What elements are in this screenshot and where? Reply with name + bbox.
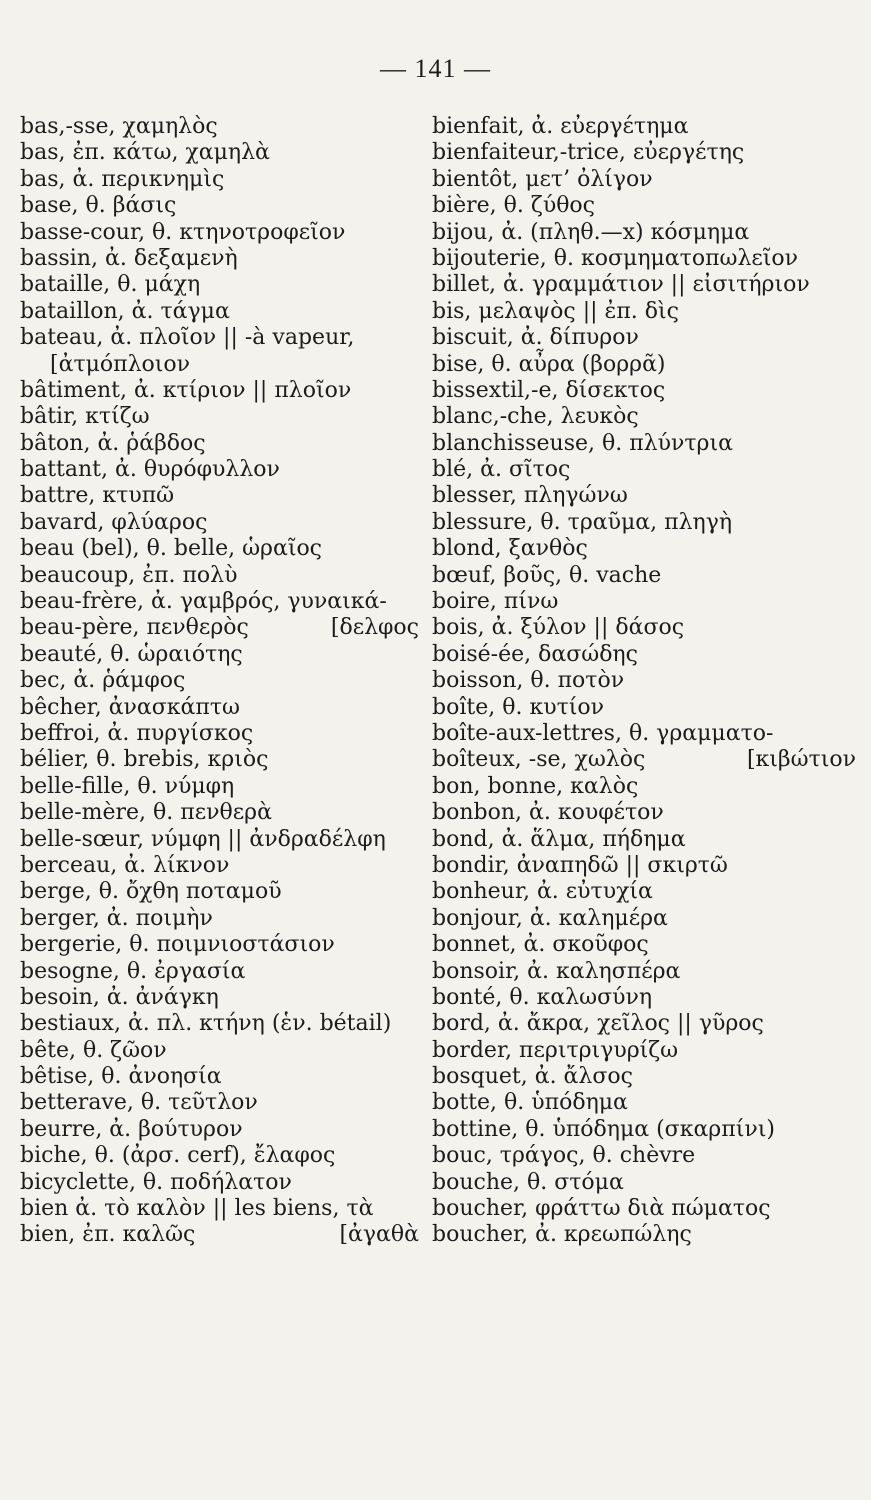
entry: bateau, ἀ. πλοῖον || -à vapeur, bbox=[20, 325, 355, 351]
entry: bissextil,-e, δίσεκτος bbox=[432, 377, 666, 403]
entry: betterave, θ. τεῦτλον bbox=[20, 1090, 258, 1116]
entry: bonheur, ἀ. εὐτυχία bbox=[432, 879, 653, 905]
entry: boucher, φράττω διὰ πώματος bbox=[432, 1196, 771, 1222]
entry: bosquet, ἀ. ἄλσος bbox=[432, 1064, 633, 1090]
entry: bond, ἀ. ἅλμα, πήδημα bbox=[432, 826, 686, 852]
entry: bientôt, μετ’ ὀλίγον bbox=[432, 166, 653, 192]
entry: bas,-sse, χαμηλὸς bbox=[20, 114, 218, 139]
entry: boîte, θ. κυτίον bbox=[432, 694, 604, 720]
entry: bois, ἀ. ξύλον || δάσος bbox=[432, 615, 685, 641]
entry: berge, θ. ὄχθη ποταμοῦ bbox=[20, 879, 282, 905]
entry: bijou, ἀ. (πληθ.—x) κόσμημα bbox=[432, 219, 750, 245]
entry: bière, θ. ζύθος bbox=[432, 193, 596, 219]
entry: bonjour, ἀ. καλημέρα bbox=[432, 905, 668, 931]
entry-text: boîteux, -se, χωλὸς bbox=[432, 747, 646, 773]
entry-tail: [δελφος bbox=[330, 615, 419, 641]
entry: boire, πίνω bbox=[432, 589, 559, 615]
entry: blessure, θ. τραῦμα, πληγὴ bbox=[432, 509, 733, 535]
entry-continuation: [ἀτμόπλοιον bbox=[50, 351, 191, 377]
entry: basse-cour, θ. κτηνοτροφεῖον bbox=[20, 219, 346, 245]
entry: bataillon, ἀ. τάγμα bbox=[20, 298, 230, 324]
entry: boucher, ἀ. κρεωπώλης bbox=[432, 1222, 692, 1248]
entry: bonté, θ. καλωσύνη bbox=[432, 984, 653, 1010]
entry: bis, μελαψὸς || ἐπ. δὶς bbox=[432, 298, 679, 324]
entry: bondir, ἀναπηδῶ || σκιρτῶ bbox=[432, 852, 728, 878]
entry: bottine, θ. ὑπόδημα (σκαρπίνι) bbox=[432, 1116, 775, 1142]
entry: blanchisseuse, θ. πλύντρια bbox=[432, 430, 733, 456]
entry: biscuit, ἀ. δίπυρον bbox=[432, 325, 639, 351]
entry: bienfait, ἀ. εὐεργέτημα bbox=[432, 114, 689, 139]
entry: bord, ἀ. ἄκρα, χεῖλος || γῦρος bbox=[432, 1011, 764, 1037]
entry: boisé-ée, δασώδης bbox=[432, 641, 638, 667]
entry: bélier, θ. brebis, κριὸς bbox=[20, 747, 269, 773]
entry: blanc,-che, λευκὸς bbox=[432, 404, 639, 430]
entry: beau (bel), θ. belle, ὡραῖος bbox=[20, 536, 323, 562]
entry: biche, θ. (ἀρσ. cerf), ἔλαφος bbox=[20, 1143, 336, 1169]
entry: beau-frère, ἀ. γαμβρός, γυναικά- bbox=[20, 589, 387, 615]
entry: bête, θ. ζῶον bbox=[20, 1037, 167, 1063]
entry-tail: [ἀγαθὰ bbox=[339, 1222, 419, 1248]
right-column bbox=[432, 114, 862, 1249]
entry: bassin, ἀ. δεξαμενὴ bbox=[20, 245, 238, 271]
entry: bonnet, ἀ. σκοῦφος bbox=[432, 932, 649, 958]
entry: belle-mère, θ. πενθερὰ bbox=[20, 800, 272, 826]
entry: bâton, ἀ. ῥάβδος bbox=[20, 430, 206, 456]
entry: berceau, ἀ. λίκνον bbox=[20, 852, 230, 878]
entry: blond, ξανθὸς bbox=[432, 536, 588, 562]
entry: bouc, τράγος, θ. chèvre bbox=[432, 1143, 696, 1169]
entry: bas, ἐπ. κάτω, χαμηλὰ bbox=[20, 140, 270, 166]
entry-text: bien, ἐπ. καλῶς bbox=[20, 1222, 196, 1248]
entry: bâtiment, ἀ. κτίριον || πλοῖον bbox=[20, 377, 352, 403]
entry: bouche, θ. στόμα bbox=[432, 1169, 624, 1195]
entry: base, θ. βάσις bbox=[20, 193, 177, 219]
entry: boîte-aux-lettres, θ. γραμματο- bbox=[432, 720, 774, 746]
entry: battre, κτυπῶ bbox=[20, 483, 175, 509]
entry: bavard, φλύαρος bbox=[20, 509, 208, 535]
entry: bise, θ. αὖρα (βορρᾶ) bbox=[432, 351, 666, 377]
entry bbox=[432, 747, 862, 773]
entry: bienfaiteur,-trice, εὐεργέτης bbox=[432, 140, 745, 166]
entry: blé, ἀ. σῖτος bbox=[432, 457, 571, 483]
entry: belle-fille, θ. νύμφη bbox=[20, 773, 235, 799]
entry: besoin, ἀ. ἀνάγκη bbox=[20, 984, 219, 1010]
entry: berger, ἀ. ποιμὴν bbox=[20, 905, 213, 931]
entry: bijouterie, θ. κοσμηματοπωλεῖον bbox=[432, 245, 799, 271]
entry: beauté, θ. ὡραιότης bbox=[20, 641, 243, 667]
entry: billet, ἀ. γραμμάτιον || εἰσιτήριον bbox=[432, 272, 810, 298]
entry: besogne, θ. ἐργασία bbox=[20, 958, 246, 984]
entry: bas, ἀ. περικνημὶς bbox=[20, 166, 225, 192]
entry: bien ἀ. τὸ καλὸν || les biens, τὰ bbox=[20, 1196, 374, 1222]
entry: bâtir, κτίζω bbox=[20, 404, 150, 430]
entry: bestiaux, ἀ. πλ. κτήνη (ἑν. bétail) bbox=[20, 1011, 392, 1037]
entry: bêtise, θ. ἀνοησία bbox=[20, 1064, 222, 1090]
entry: bergerie, θ. ποιμνιοστάσιον bbox=[20, 932, 335, 958]
entry: bonbon, ἀ. κουφέτον bbox=[432, 800, 664, 826]
entry bbox=[20, 1222, 425, 1248]
entry: bon, bonne, καλὸς bbox=[432, 773, 639, 799]
entry: botte, θ. ὑπόδημα bbox=[432, 1090, 628, 1116]
entry: beurre, ἀ. βούτυρον bbox=[20, 1116, 243, 1142]
entry: bec, ἀ. ῥάμφος bbox=[20, 668, 186, 694]
entry: border, περιτριγυρίζω bbox=[432, 1037, 679, 1063]
entry bbox=[20, 615, 425, 641]
entry-tail: [κιβώτιον bbox=[746, 747, 856, 773]
entry: bêcher, ἀνασκάπτω bbox=[20, 694, 240, 720]
entry: bicyclette, θ. ποδήλατον bbox=[20, 1169, 292, 1195]
entry: beffroi, ἀ. πυργίσκος bbox=[20, 720, 254, 746]
entry: bœuf, βοῦς, θ. vache bbox=[432, 562, 662, 588]
entry: blesser, πληγώνω bbox=[432, 483, 628, 509]
entry: boisson, θ. ποτὸν bbox=[432, 668, 625, 694]
entry: belle-sœur, νύμφη || ἀνδραδέλφη bbox=[20, 826, 386, 852]
entry: bataille, θ. μάχη bbox=[20, 272, 201, 298]
entry-text: beau-père, πενθερὸς bbox=[20, 615, 249, 641]
entry: battant, ἀ. θυρόφυλλον bbox=[20, 457, 280, 483]
page-number: — 141 — bbox=[380, 54, 491, 83]
entry: bonsoir, ἀ. καλησπέρα bbox=[432, 958, 681, 984]
left-column bbox=[20, 114, 425, 1249]
entry: beaucoup, ἐπ. πολὺ bbox=[20, 562, 238, 588]
